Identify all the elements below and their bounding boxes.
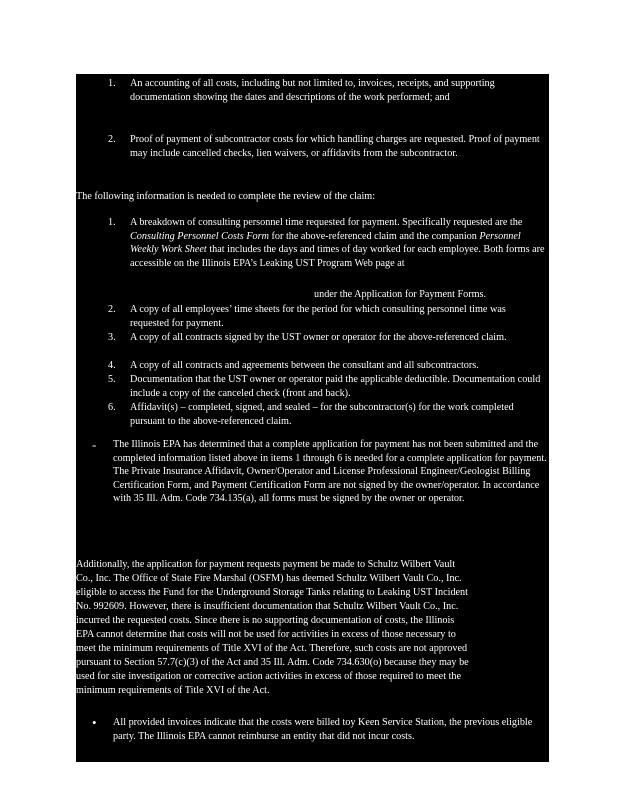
list-number: 2. xyxy=(108,304,116,315)
paragraph-line: No. 992609. However, there is insufficient documentation that Schultz Wilbert Vault Co., Inc. xyxy=(76,601,459,612)
paragraph-line: incurred the requested costs. Since there is no supporting documentation of costs, the Illinois xyxy=(76,615,455,626)
list-item xyxy=(108,133,547,160)
paragraph-line: minimum requirements of Title XVI of the Act. xyxy=(76,685,270,696)
list-item xyxy=(108,303,547,330)
paragraph-line: EPA cannot determine that costs will not be used for activities in excess of those necessary to xyxy=(76,629,456,640)
paragraph-line: Co., Inc. The Office of State Fire Marshal (OSFM) has deemed Schultz Wilbert Vault Co., Inc. xyxy=(76,573,462,584)
list-item xyxy=(108,373,547,400)
list-item xyxy=(108,331,547,345)
list-number: 1. xyxy=(108,217,116,228)
list-number: 6. xyxy=(108,402,116,413)
bullet-marker: - xyxy=(92,437,97,452)
paragraph-line: Additionally, the application for payment requests payment be made to Schultz Wilbert Vault xyxy=(76,559,456,570)
list-number: 5. xyxy=(108,374,116,385)
list-number: 1. xyxy=(108,78,116,89)
list-item xyxy=(108,401,547,428)
list-item-text: A copy of all contracts and agreements between the consultant and all subcontractors. xyxy=(130,360,479,371)
list-item-text: that includes the days and times of day worked for each employee. Both forms are accessible on the Illinois EPA’s Leaking UST Program Web page at xyxy=(130,244,545,269)
list-item-text: A copy of all contracts signed by the UST owner or operator for the above-referenced claim. xyxy=(130,332,507,343)
list-item-continuation: under the Application for Payment Forms. xyxy=(314,289,487,300)
list-item-text: An accounting of all costs, including but not limited to, invoices, receipts, and supporting documentation showing the dates and descriptions of the work performed; and xyxy=(130,78,495,103)
bullet-marker: • xyxy=(92,715,97,730)
form-name: Personnel Weekly Work Sheet xyxy=(130,230,521,256)
list-number: 4. xyxy=(108,360,116,371)
paragraph-line: eligible to access the Fund for the Underground Storage Tanks relating to Leaking UST Incident xyxy=(76,587,468,598)
list-number: 2. xyxy=(108,134,116,145)
list-item-text: A copy of all employees’ time sheets for the period for which consulting personnel time was requested for payment. xyxy=(130,304,506,329)
bullet-text: The Illinois EPA has determined that a complete application for payment has not been submitted and the completed information listed above in items 1 through 6 is needed for a complete application for payment. The Private Insurance Affidavit, Owner/Operator and License Professional Engineer/Geologist Billing Certification Form, and Payment Certification Form are not signed by the owner/operator. In accordance with 35 Ill. Adm. Code 734.135(a), all forms must be signed by the owner or operator. xyxy=(113,439,547,505)
list-item-text: Documentation that the UST owner or operator paid the applicable deductible. Documentation could include a copy of the canceled check (front and back). xyxy=(130,374,541,399)
list-item xyxy=(108,216,547,270)
paragraph-line: pursuant to Section 57.7(c)(3) of the Act and 35 Ill. Adm. Code 734.630(o) because they may be xyxy=(76,657,469,668)
bullet-item xyxy=(92,715,547,743)
bullet-text: All provided invoices indicate that the costs were billed toy Keen Service Station, the previous eligible party. The Illinois EPA cannot reimburse an entity that did not incur costs. xyxy=(113,717,533,742)
list-item-text: Affidavit(s) – completed, signed, and sealed – for the subcontractor(s) for the work completed pursuant to the above-referenced claim. xyxy=(130,402,514,427)
paragraph-line: used for site investigation or corrective action activities in excess of those required to meet the xyxy=(76,671,462,682)
list-item-text: A breakdown of consulting personnel time requested for payment. Specifically requested are the xyxy=(130,217,523,228)
scanned-text-area xyxy=(76,74,549,762)
list-item-text: Proof of payment of subcontractor costs for which handling charges are requested. Proof of payment may include cancelled checks, lien waivers, or affidavits from the subcontractor. xyxy=(130,134,540,159)
paragraph-line: meet the minimum requirements of Title XVI of the Act. Therefore, such costs are not approved xyxy=(76,643,468,654)
form-name: Consulting Personnel Costs Form xyxy=(130,230,269,242)
intro-sentence: The following information is needed to complete the review of the claim: xyxy=(76,191,376,202)
body-paragraph xyxy=(76,558,546,698)
bullet-item xyxy=(92,437,547,506)
list-item xyxy=(108,359,547,373)
list-item-text: for the above-referenced claim and the companion xyxy=(268,230,480,242)
list-item xyxy=(108,77,547,104)
list-number: 3. xyxy=(108,332,116,343)
